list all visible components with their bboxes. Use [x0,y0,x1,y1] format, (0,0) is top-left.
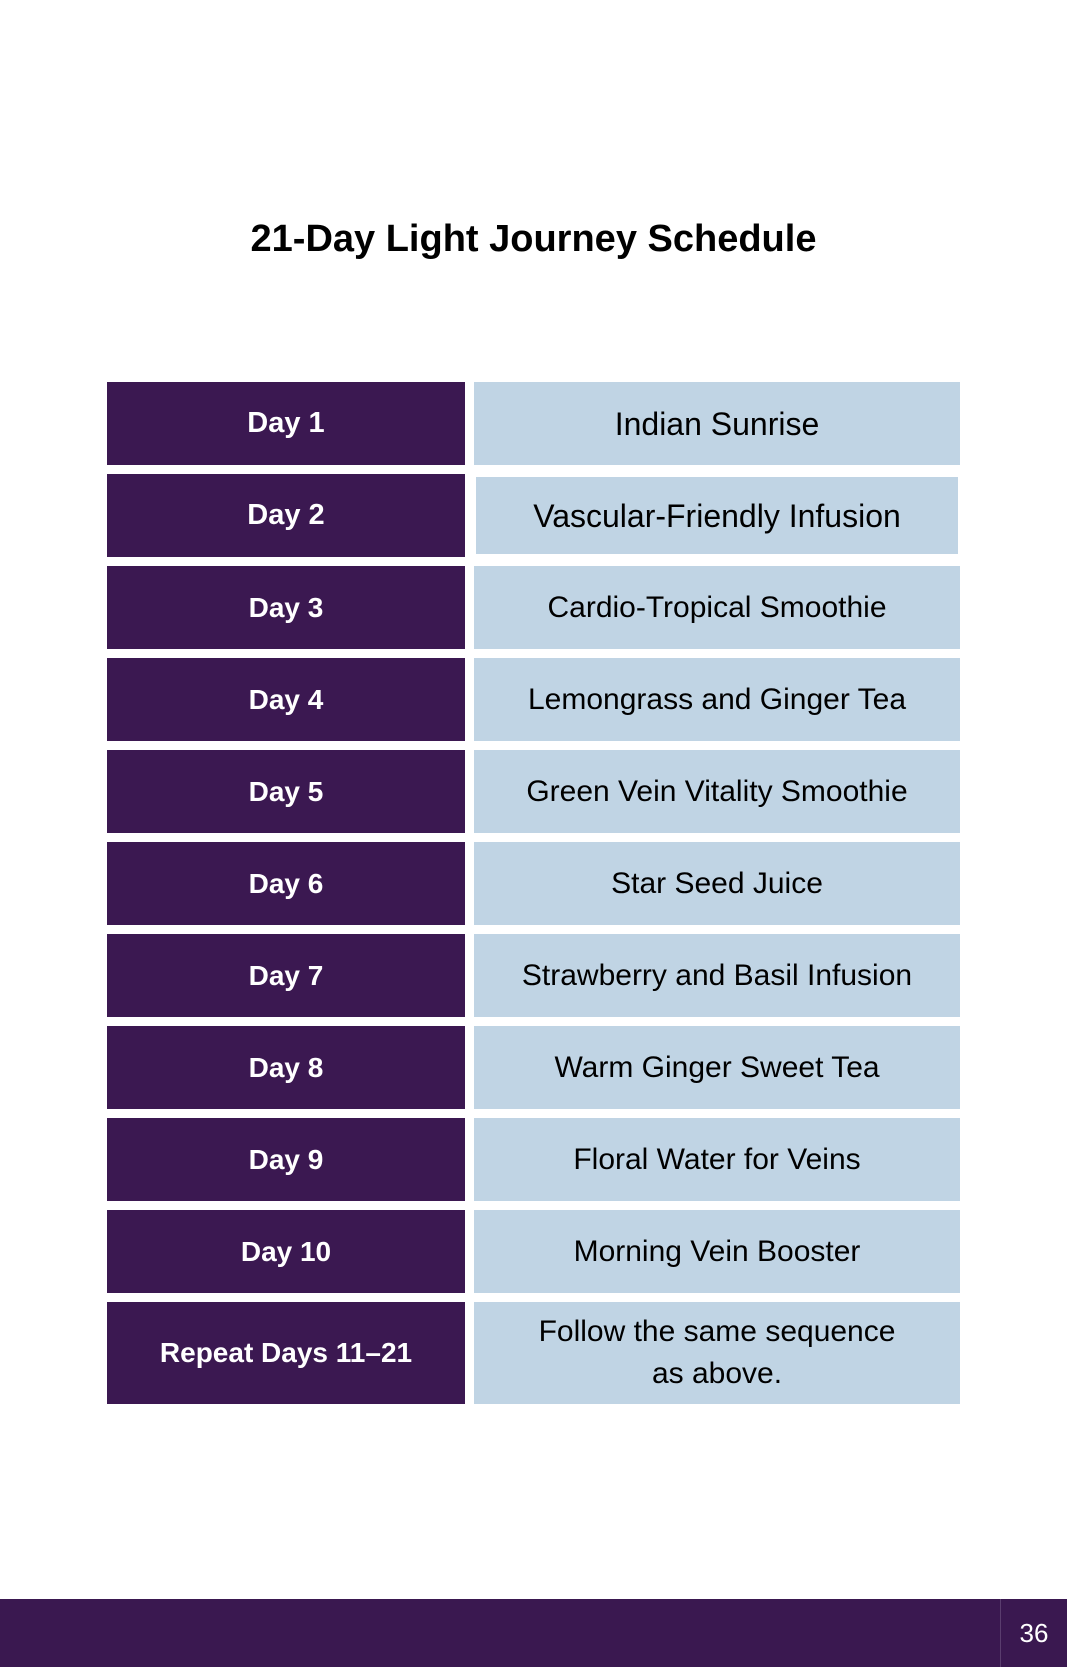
drink-cell: Star Seed Juice [474,842,960,925]
day-cell: Day 1 [107,382,465,465]
day-cell: Repeat Days 11–21 [107,1302,465,1404]
drink-cell: Follow the same sequence as above. [474,1302,960,1404]
day-cell: Day 4 [107,658,465,741]
drink-cell: Morning Vein Booster [474,1210,960,1293]
drink-cell: Green Vein Vitality Smoothie [474,750,960,833]
page-title: 21-Day Light Journey Schedule [250,218,817,260]
day-cell: Day 9 [107,1118,465,1201]
table-row [107,566,960,649]
page-footer [0,1599,1067,1667]
day-cell: Day 8 [107,1026,465,1109]
table-row [107,382,960,465]
day-cell: Day 5 [107,750,465,833]
table-row [107,1210,960,1293]
drink-cell: Indian Sunrise [474,382,960,465]
table-row [107,934,960,1017]
day-cell: Day 10 [107,1210,465,1293]
table-row [107,1026,960,1109]
day-cell: Day 3 [107,566,465,649]
drink-cell: Warm Ginger Sweet Tea [474,1026,960,1109]
drink-cell: Vascular-Friendly Infusion [476,477,958,554]
day-cell: Day 6 [107,842,465,925]
drink-cell: Lemongrass and Ginger Tea [474,658,960,741]
drink-cell: Floral Water for Veins [474,1118,960,1201]
table-row [107,1302,960,1404]
table-row [107,658,960,741]
day-cell: Day 2 [107,474,465,557]
table-row [107,1118,960,1201]
day-cell: Day 7 [107,934,465,1017]
table-row [107,750,960,833]
table-row [107,842,960,925]
drink-cell: Cardio-Tropical Smoothie [474,566,960,649]
page-number: 36 [1000,1599,1067,1667]
schedule-table [107,382,960,1404]
drink-cell: Strawberry and Basil Infusion [474,934,960,1017]
table-row [107,474,960,557]
